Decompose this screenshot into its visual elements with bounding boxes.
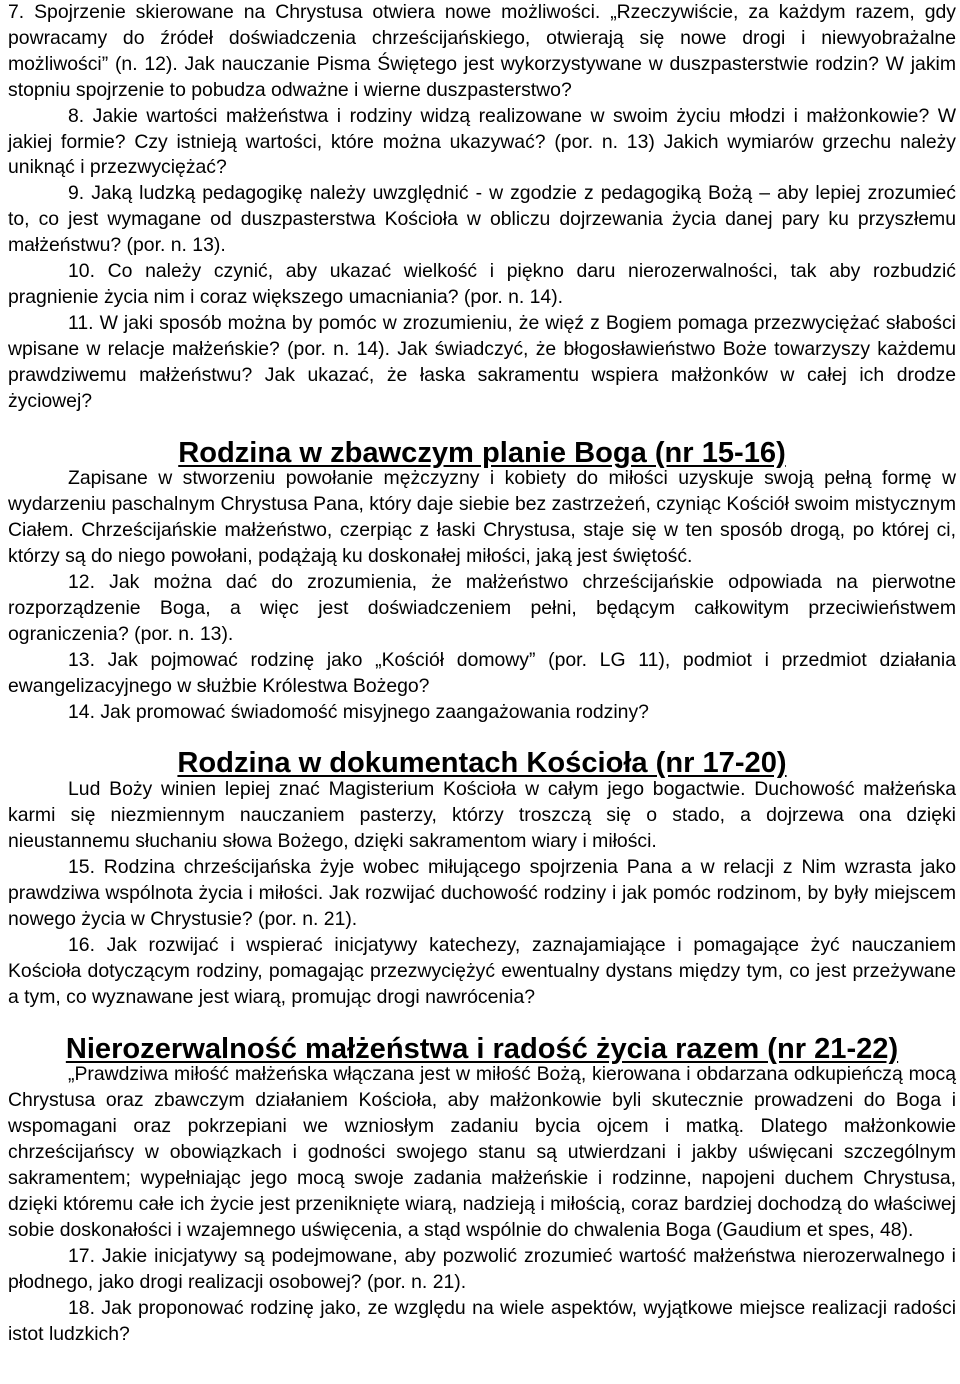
paragraph-q11: 11. W jaki sposób można by pomóc w zrozumieniu, że więź z Bogiem pomaga przezwyciężać słabości wpisane w relacje małżeńskie? (por. n. 14). Jak świadczyć, że błogosławieństwo Boże towarzyszy każdemu prawdziwemu małżeństwu? Jak ukazać, że łaska sakramentu wspiera małżonków w całej ich drodze życiowej?	[8, 311, 956, 412]
section-church-documents	[8, 747, 956, 1010]
paragraph-q8: 8. Jakie wartości małżeństwa i rodziny widzą realizowane w swoim życiu młodzi i małżonkowie? W jakiej formie? Czy istnieją wartości, które można ukazywać? (por. n. 13) Jakich wymiarów grzechu należy uniknąć i przezwyciężać?	[8, 104, 956, 179]
section-heading: Rodzina w zbawczym planie Boga (nr 15-16)	[178, 436, 786, 469]
paragraph-quote: „Prawdziwa miłość małżeńska włączana jest w miłość Bożą, kierowana i obdarzana odkupieńczą mocą Chrystusa oraz zbawczym działaniem Kościoła, aby małżonkowie byli skutecznie prowadzeni do Boga i wspomagani oraz pokrzepiani we wzniosłym zadaniu bycia ojcem i matką. Dlatego małżonkowie chrześcijańscy w obowiązkach i godności swojego stanu są utwierdzani i jakby uświęcani szczególnym sakramentem; wypełniając jego mocą swoje zadania małżeńskie i rodzinne, napojeni duchem Chrystusa, dzięki któremu całe ich życie jest przeniknięte wiarą, nadzieją i miłością, coraz bardziej dochodzą do właściwej sobie doskonałości i wzajemnego uświęcenia, a stąd wspólnie do chwalenia Boga (Gaudium et spes, 48).	[8, 1063, 956, 1241]
section-indissolubility	[8, 1032, 956, 1348]
paragraph-q12: 12. Jak można dać do zrozumienia, że małżeństwo chrześcijańskie odpowiada na pierwotne rozporządzenie Boga, a więc jest doświadczeniem pełni, będącym całkowitym przeciwieństwem ograniczenia? (por. n. 13).	[8, 571, 956, 645]
paragraph-q10: 10. Co należy czynić, aby ukazać wielkość i piękno daru nierozerwalności, tak aby rozbudzić pragnienie życia nim i coraz większego umacniania? (por. n. 14).	[8, 260, 956, 308]
section-heading: Nierozerwalność małżeństwa i radość życia razem (nr 21-22)	[65, 1032, 899, 1065]
document-page	[8, 0, 956, 1347]
questions-section	[8, 0, 956, 415]
paragraph-q14: 14. Jak promować świadomość misyjnego zaangażowania rodziny?	[68, 700, 649, 723]
section-heading: Rodzina w dokumentach Kościoła (nr 17-20)	[177, 747, 787, 780]
paragraph-q18: 18. Jak proponować rodzinę jako, ze względu na wiele aspektów, wyjątkowe miejsce realizacji radości istot ludzkich?	[8, 1296, 956, 1345]
section-salvation-plan	[8, 436, 956, 726]
paragraph-q9: 9. Jaką ludzką pedagogikę należy uwzględnić - w zgodzie z pedagogiką Bożą – aby lepiej zrozumieć to, co jest wymagane od duszpasterstwa Kościoła w obliczu dojrzewania życia danej pary ku przyszłemu małżeństwu? (por. n. 13).	[8, 182, 956, 257]
paragraph-q13: 13. Jak pojmować rodzinę jako „Kościół domowy” (por. LG 11), podmiot i przedmiot działania ewangelizacyjnego w służbie Królestwa Bożego?	[8, 648, 956, 697]
paragraph-q7: 7. Spojrzenie skierowane na Chrystusa otwiera nowe możliwości. „Rzeczywiście, za każdym razem, gdy powracamy do źródeł doświadczenia chrześcijańskiego, otwierają się nowe drogi i niewyobrażalne możliwości” (n. 12). Jak nauczanie Pisma Świętego jest wykorzystywane w duszpasterstwie rodzin? W jakim stopniu spojrzenie to pobudza odważne i wierne duszpasterstwo?	[8, 1, 956, 101]
paragraph-q16: 16. Jak rozwijać i wspierać inicjatywy katechezy, zaznajamiające i pomagające żyć nauczaniem Kościoła dotyczącym rodziny, pomagając przezwyciężyć ewentualny dystans między tym, co jest przeżywane a tym, co wyznawane jest wiarą, promując drogi nawrócenia?	[8, 933, 956, 1008]
paragraph-intro: Zapisane w stworzeniu powołanie mężczyzny i kobiety do miłości uzyskuje swoją pełną formę w wydarzeniu paschalnym Chrystusa Pana, który daje siebie bez zastrzeżeń, czyniąc Kościół swoim mistycznym Ciałem. Chrześcijańskie małżeństwo, czerpiąc z łaski Chrystusa, staje się w ten sposób drogą, po której ci, którzy są do niego powołani, podążają ku doskonałej miłości, jaką jest świętość.	[8, 467, 956, 568]
paragraph-q17: 17. Jakie inicjatywy są podejmowane, aby pozwolić zrozumieć wartość małżeństwa nierozerwalnego i płodnego, jako drogi realizacji osobowej? (por. n. 21).	[8, 1244, 956, 1293]
paragraph-q15: 15. Rodzina chrześcijańska żyje wobec miłującego spojrzenia Pana a w relacji z Nim wzrasta jako prawdziwa wspólnota życia i miłości. Jak rozwijać duchowość rodziny i jak pomóc rodzinom, by były miejscem nowego życia w Chrystusie? (por. n. 21).	[8, 856, 956, 930]
paragraph-intro: Lud Boży winien lepiej znać Magisterium Kościoła w całym jego bogactwie. Duchowość małżeńska karmi się niezmiennym nauczaniem pasterzy, którzy troszczą się o stado, a dojrzewa ona dzięki nieustannemu słuchaniu słowa Bożego, dzięki sakramentom wiary i miłości.	[8, 778, 956, 853]
